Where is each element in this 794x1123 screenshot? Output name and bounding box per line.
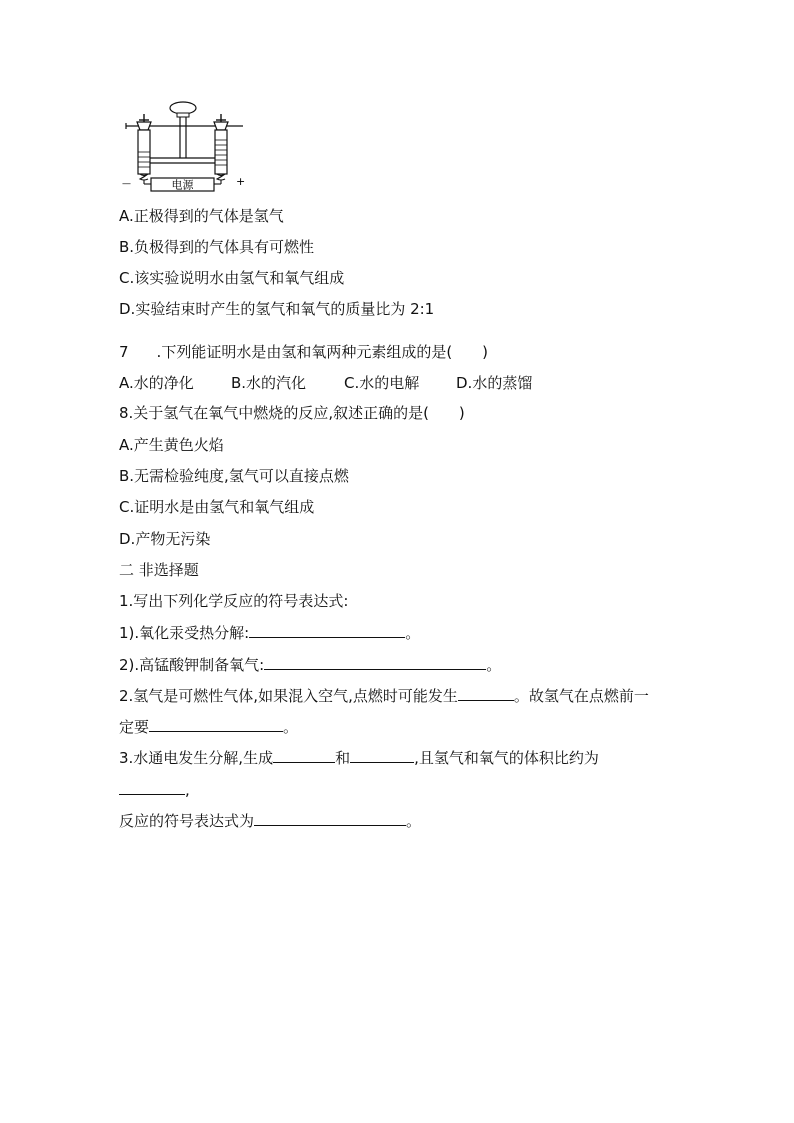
- q7-stem: .下列能证明水是由氢和氧两种元素组成的是( ): [156, 343, 489, 361]
- p3-text-4: 反应的符号表达式为: [119, 812, 255, 830]
- q7-options-line: [119, 372, 532, 394]
- q7-option-b: B.水的汽化: [231, 374, 307, 392]
- q7-option-a: A.水的净化: [119, 374, 194, 392]
- p3-blank-1[interactable]: [273, 746, 335, 763]
- positive-sign: +: [236, 175, 246, 188]
- p1-sub1-answer-blank[interactable]: [249, 621, 405, 638]
- p2-line-1: [119, 684, 649, 707]
- reservoir-neck: [177, 113, 189, 117]
- p1-sub1-line: [119, 621, 420, 644]
- q6-option-a: A.正极得到的气体是氢气: [119, 207, 284, 225]
- p2-period: 。: [283, 718, 299, 736]
- q6-option-b: B.负极得到的气体具有可燃性: [119, 238, 315, 256]
- q7-option-c: C.水的电解: [344, 374, 420, 392]
- power-source-label: 电源: [171, 178, 194, 192]
- p3-blank-2[interactable]: [350, 746, 414, 763]
- p3-text-2: 和: [335, 749, 351, 767]
- p2-blank-2[interactable]: [149, 715, 283, 732]
- p2-text-3: 定要: [119, 718, 150, 736]
- left-electrode: [140, 174, 148, 180]
- reservoir-bulb: [170, 102, 196, 114]
- p1-sub2-line: [119, 653, 501, 676]
- q7-stem-line: [119, 341, 488, 363]
- q6-option-c: C.该实验说明水由氢气和氧气组成: [119, 269, 345, 287]
- section-2-title: 二 非选择题: [119, 561, 199, 579]
- q8-option-b: B.无需检验纯度,氢气可以直接点燃: [119, 467, 349, 485]
- electrolysis-apparatus-figure: [118, 100, 253, 192]
- q8-option-d: D.产物无污染: [119, 530, 211, 548]
- p1-sub2-period: 。: [486, 656, 502, 674]
- p2-text-1: 2.氢气是可燃性气体,如果混入空气,点燃时可能发生: [119, 687, 458, 705]
- p1-sub1-text: 1).氧化汞受热分解:: [119, 624, 250, 642]
- q8-option-a: A.产生黄色火焰: [119, 436, 224, 454]
- right-tube: [214, 114, 228, 174]
- p3-comma: ,: [185, 781, 190, 799]
- q7-option-d: D.水的蒸馏: [456, 374, 533, 392]
- p1-sub2-text: 2).高锰酸钾制备氧气:: [119, 656, 265, 674]
- p2-blank-1[interactable]: [458, 684, 514, 701]
- p3-blank-4[interactable]: [254, 809, 406, 826]
- q7-number: 7: [119, 343, 129, 361]
- p3-text-3: ,且氢气和氧气的体积比约为: [414, 749, 599, 767]
- p3-period: 。: [406, 812, 422, 830]
- q6-option-d: D.实验结束时产生的氢气和氧气的质量比为 2:1: [119, 300, 435, 318]
- p3-line-2: [119, 778, 190, 801]
- p3-line-3: [119, 809, 421, 832]
- negative-sign: —: [122, 179, 131, 189]
- p3-blank-3[interactable]: [119, 778, 185, 795]
- left-tube: [137, 114, 151, 174]
- p3-text-1: 3.水通电发生分解,生成: [119, 749, 274, 767]
- q8-stem: 8.关于氢气在氧气中燃烧的反应,叙述正确的是( ): [119, 404, 465, 422]
- right-electrode: [217, 174, 225, 180]
- p2-text-2: 。故氢气在点燃前一: [513, 687, 649, 705]
- p2-line-2: [119, 715, 298, 738]
- p1-stem: 1.写出下列化学反应的符号表达式:: [119, 592, 349, 610]
- p1-sub2-answer-blank[interactable]: [264, 653, 486, 670]
- p3-line-1: [119, 746, 599, 769]
- p1-sub1-period: 。: [405, 624, 421, 642]
- q8-option-c: C.证明水是由氢气和氧气组成: [119, 498, 315, 516]
